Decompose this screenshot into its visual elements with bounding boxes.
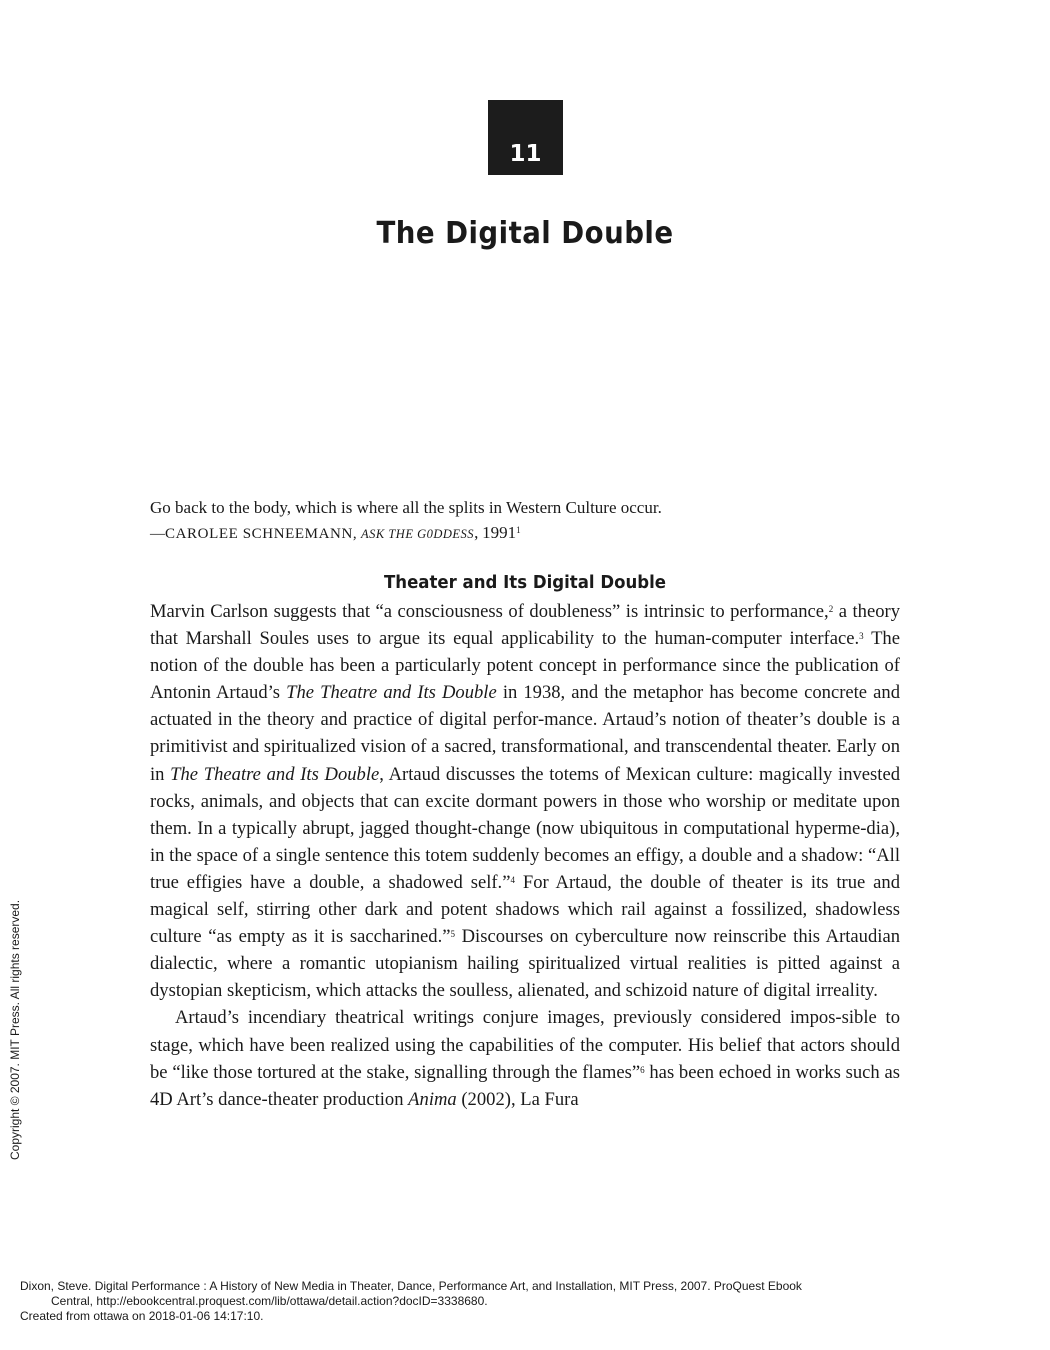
epigraph-author: CAROLEE SCHNEEMANN, (165, 526, 358, 542)
body-text (150, 598, 900, 1113)
epigraph-year-sep: , (474, 523, 479, 542)
chapter-number: 11 (509, 141, 542, 167)
side-copyright: Copyright © 2007. MIT Press. All rights reserved. (8, 899, 22, 1160)
citation-footer (20, 1279, 1020, 1324)
epigraph (150, 495, 910, 547)
text-run: (2002), La Fura (456, 1088, 579, 1110)
text-run: For Artaud, the double of theater is its true and magical self, stirring other dark and potent shadows which rail against a fossilized, shadowless culture “as empty as it is saccharined.” (150, 871, 900, 948)
section-heading: Theater and Its Digital Double (383, 572, 667, 593)
paragraph-2 (150, 1004, 900, 1112)
epigraph-quote: Go back to the body, which is where all the splits in Western Culture occur. (150, 498, 662, 517)
footer-line-3: Created from ottawa on 2018-01-06 14:17:10. (20, 1309, 264, 1323)
text-run: has been echoed in works such as 4D Art’s dance-theater production (150, 1061, 900, 1110)
epigraph-work: ASK THE G0DDESS (361, 527, 475, 541)
epigraph-year: 1991 (482, 523, 517, 542)
text-run: a theory that Marshall Soules uses to argue its equal applicability to the human-computer interface. (150, 601, 900, 650)
work-title: Anima (408, 1088, 457, 1110)
chapter-title: The Digital Double (376, 216, 674, 251)
text-run: Marvin Carlson suggests that “a consciousness of doubleness” is intrinsic to performance, (150, 601, 829, 622)
book-title: The Theatre and Its Double (286, 682, 497, 704)
paragraph-1 (150, 598, 900, 1004)
book-title: The Theatre and Its Double (170, 763, 380, 785)
epigraph-dash: — (150, 526, 165, 542)
footnote-ref: 1 (516, 525, 521, 535)
footnote-ref: 5 (450, 929, 455, 940)
footer-line-2: Central, http://ebookcentral.proquest.com/lib/ottawa/detail.action?docID=3338680. (51, 1294, 488, 1308)
text-run: in 1938, and the metaphor has become concrete and actuated in the theory and practice of digital perfor-mance. Artaud’s notion of theater’s double is a primitivist and spiritualized vision of a sacred, transformational, and transcendental theater. Early on in (150, 682, 900, 785)
chapter-number-box (488, 100, 563, 175)
footer-line-1: Dixon, Steve. Digital Performance : A History of New Media in Theater, Dance, Performance Art, and Installation, MIT Press, 2007. ProQuest Ebook (20, 1279, 802, 1293)
footnote-ref: 4 (510, 874, 515, 885)
text-run: Discourses on cyberculture now reinscribe this Artaudian dialectic, where a romantic utopianism hailing spiritualized virtual realities is pitted against a dystopian skepticism, which attacks the soulless, alienated, and schizoid nature of digital irreality. (150, 926, 900, 1002)
epigraph-attribution (150, 520, 910, 547)
text-run: The notion of the double has been a particularly potent concept in performance since the publication of Antonin Artaud’s (150, 628, 900, 704)
footnote-ref: 6 (640, 1064, 645, 1075)
footnote-ref: 3 (859, 631, 864, 642)
footnote-ref: 2 (828, 604, 834, 614)
text-run: Artaud’s incendiary theatrical writings conjure images, previously considered impos-sible to stage, which have been realized using the capabilities of the computer. His belief that actors should be “like those tortured at the stake, signalling through the flames” (150, 1007, 900, 1083)
text-run: , Artaud discusses the totems of Mexican culture: magically invested rocks, animals, and objects that can excite dormant powers in those who worship or meditate upon them. In a typically abrupt, jagged thought-change (now ubiquitous in computational hyperme-dia), in the space of a single sentence this totem suddenly becomes an effigy, a double and a shadow: “All true effigies have a double, a shadowed self.” (150, 763, 900, 893)
